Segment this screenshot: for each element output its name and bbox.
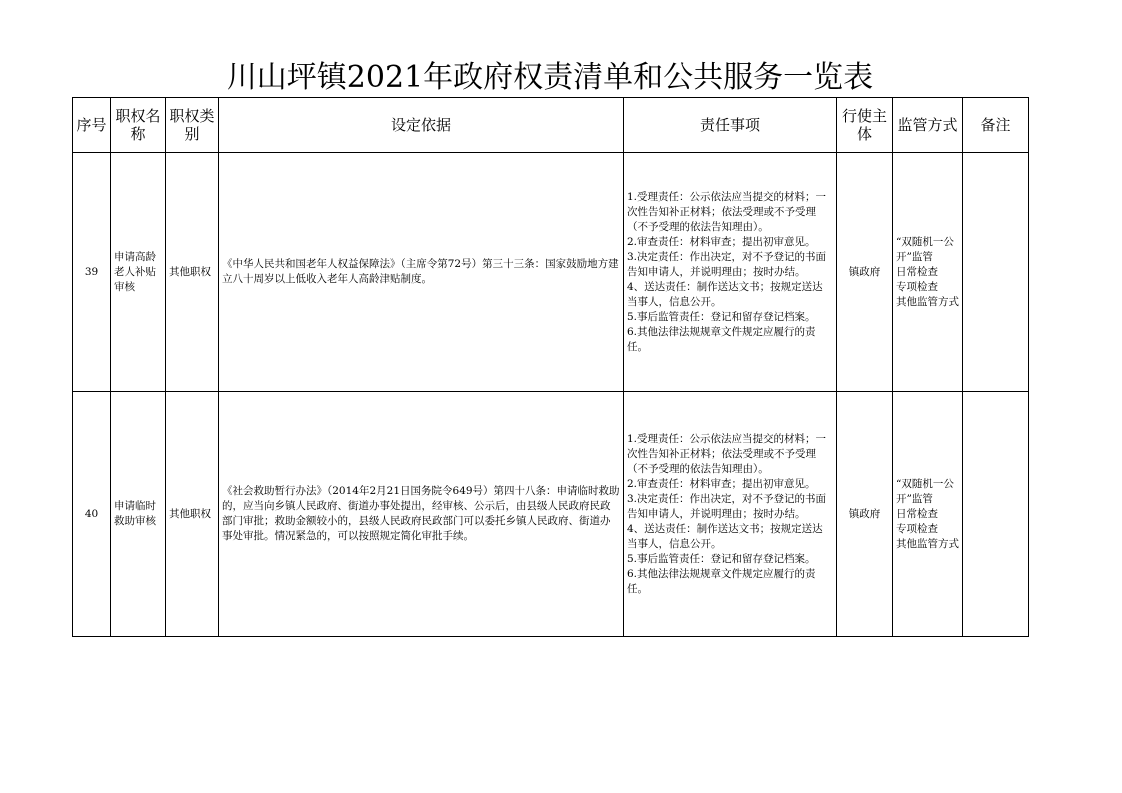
header-remarks: 备注: [963, 98, 1029, 153]
responsibility-item: 3.决定责任：作出决定，对不予登记的书面告知申请人，并说明理由；按时办结。: [627, 492, 827, 520]
table-row: [73, 153, 1029, 392]
cell-subject: 镇政府: [837, 153, 893, 392]
cell-responsibility: [624, 392, 837, 637]
responsibility-item: 6.其他法律法规规章文件规定应履行的责任。: [627, 567, 816, 595]
cell-name: [111, 153, 166, 392]
cell-supervision: [893, 153, 963, 392]
cell-supervision: [893, 392, 963, 637]
header-seq: 序号: [73, 98, 111, 153]
cell-basis-text: 《中华人民共和国老年人权益保障法》（主席令第72号）第三十三条：国家鼓励地方建立八十周岁以上低收入老年人高龄津贴制度。: [222, 258, 619, 285]
cell-seq: 40: [73, 392, 111, 637]
responsibility-item: 2.审查责任：材料审查；提出初审意见。: [627, 235, 816, 248]
cell-category: [166, 392, 219, 637]
page-title: 川山坪镇2021年政府权责清单和公共服务一览表: [226, 60, 874, 95]
responsibility-item: 1.受理责任：公示依法应当提交的材料；一次性告知补正材料；依法受理或不予受理（不予受理的依法告知理由）。: [627, 432, 827, 475]
supervision-item: “双随机一公开”监管: [896, 477, 954, 505]
responsibility-item: 4、送达责任：制作送达文书；按规定送达当事人，信息公开。: [627, 522, 823, 550]
cell-name-text: 申请临时救助审核: [114, 500, 156, 527]
header-basis: 设定依据: [219, 98, 624, 153]
cell-category: [166, 153, 219, 392]
cell-basis: [219, 153, 624, 392]
responsibility-item: 2.审查责任：材料审查；提出初审意见。: [627, 477, 816, 490]
cell-seq: 39: [73, 153, 111, 392]
responsibility-item: 1.受理责任：公示依法应当提交的材料；一次性告知补正材料；依法受理或不予受理（不予受理的依法告知理由）。: [627, 190, 827, 233]
header-supervision: 监管方式: [893, 98, 963, 153]
responsibility-item: 5.事后监管责任：登记和留存登记档案。: [627, 310, 816, 323]
cell-basis-text: 《社会救助暂行办法》（2014年2月21日国务院令649号）第四十八条：申请临时救助的，应当向乡镇人民政府、街道办事处提出，经审核、公示后，由县级人民政府民政部门审批；救助金额较小的，县级人民政府民政部门可以委托乡镇人民政府、街道办事处审批。情况紧急的，可以按照规定简化审批手续。: [222, 485, 620, 542]
responsibility-item: 6.其他法律法规规章文件规定应履行的责任。: [627, 325, 816, 353]
header-category: 职权类别: [166, 98, 219, 153]
responsibility-item: 5.事后监管责任：登记和留存登记档案。: [627, 552, 816, 565]
supervision-item: 专项检查: [896, 522, 938, 535]
cell-remarks: [963, 153, 1029, 392]
supervision-item: 日常检查: [896, 265, 938, 278]
cell-basis: [219, 392, 624, 637]
header-subject: 行使主体: [837, 98, 893, 153]
cell-remarks: [963, 392, 1029, 637]
supervision-item: 专项检查: [896, 280, 938, 293]
supervision-item: 其他监管方式: [896, 537, 959, 550]
header-row: [73, 98, 1029, 153]
supervision-item: 其他监管方式: [896, 295, 959, 308]
duty-list-table: [72, 97, 1029, 637]
header-name: 职权名称: [111, 98, 166, 153]
cell-responsibility: [624, 153, 837, 392]
cell-category-text: 其他职权: [169, 265, 211, 278]
header-responsibility: 责任事项: [624, 98, 837, 153]
cell-subject: 镇政府: [837, 392, 893, 637]
responsibility-item: 3.决定责任：作出决定，对不予登记的书面告知申请人，并说明理由；按时办结。: [627, 250, 827, 278]
cell-name: [111, 392, 166, 637]
cell-category-text: 其他职权: [169, 507, 211, 520]
cell-name-text: 申请高龄老人补贴审核: [114, 250, 156, 293]
responsibility-item: 4、送达责任：制作送达文书；按规定送达当事人，信息公开。: [627, 280, 823, 308]
supervision-item: 日常检查: [896, 507, 938, 520]
supervision-item: “双随机一公开”监管: [896, 235, 954, 263]
table-row: [73, 392, 1029, 637]
